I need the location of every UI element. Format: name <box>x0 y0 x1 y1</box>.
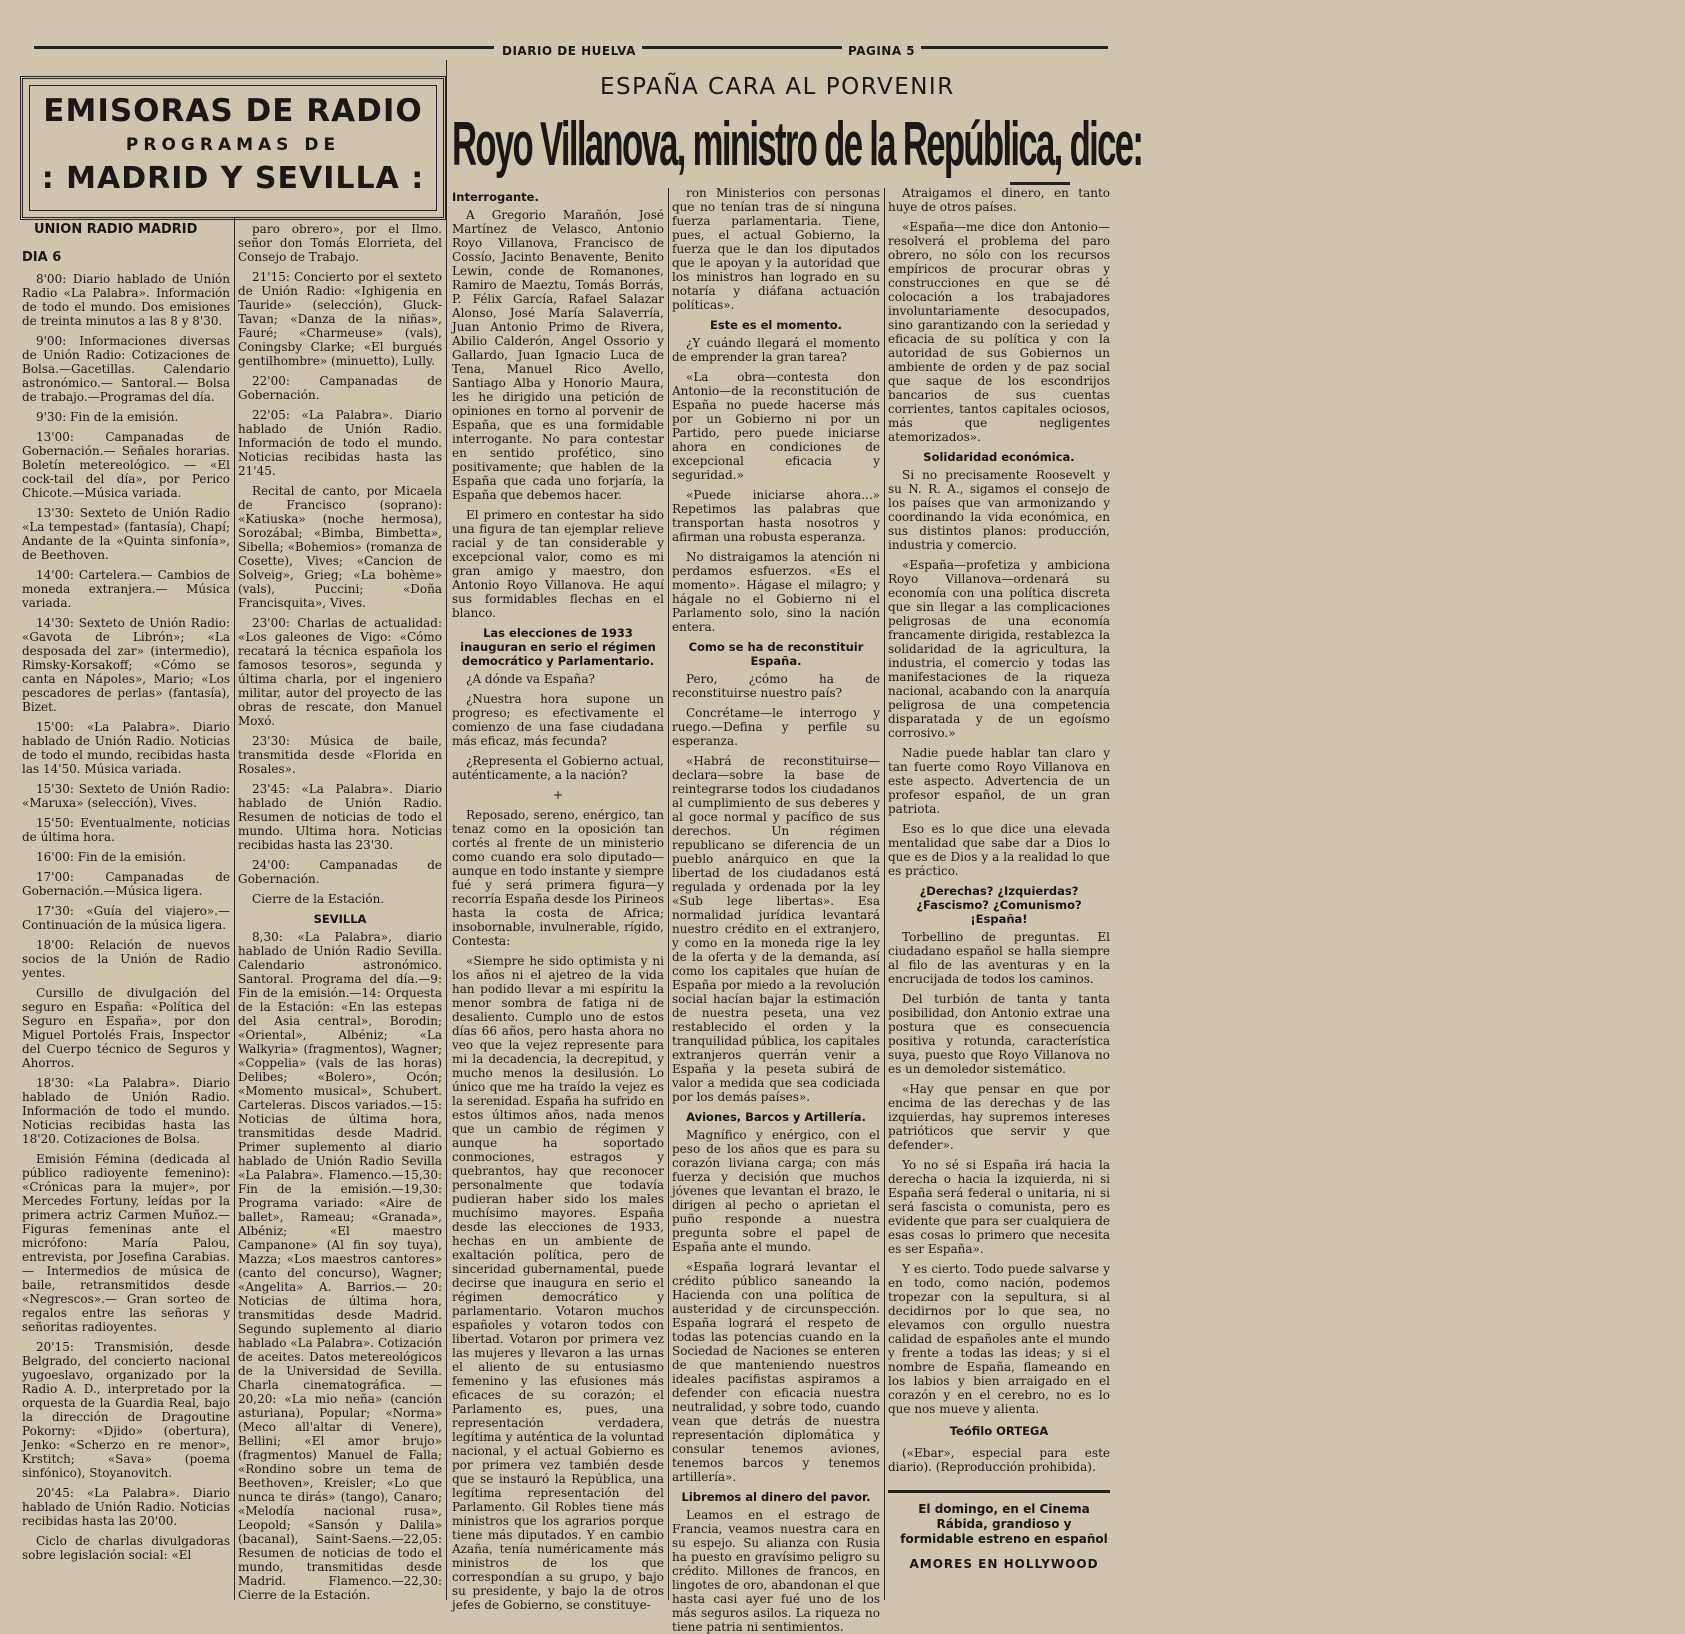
paragraph: 23'30: Música de baile, transmitida desde «Florida en Rosales». <box>238 734 442 776</box>
author-signature: Teófilo ORTEGA <box>949 1424 1049 1438</box>
paragraph: «España—profetiza y ambiciona Royo Villanova—ordenará su economía con una política discreta que sin llegar a las complicaciones peligrosas de una economía francamente dirigida, restablezca la solidaridad de la agricultura, la industria, el comercio y todas las manifestaciones de la riqueza nacional, acabando con la anarquía peligrosa de una competencia disparatada y de un egoísmo corrosivo.» <box>888 558 1110 740</box>
headline-text: Royo Villanova, ministro de la República, dice: <box>452 110 1143 179</box>
paragraph: «Puede iniciarse ahora...» Repetimos las palabras que transportan hasta nosotros y afirman una robusta esperanza. <box>672 488 880 544</box>
paragraph: 18'30: «La Palabra». Diario hablado de Unión Radio. Información de todo el mundo. Noticias recibidas hasta las 18'20. Cotizaciones de Bolsa. <box>22 1076 230 1146</box>
paragraph: Magnífico y enérgico, con el peso de los años que es para su corazón liviana carga; con más fuerza y decisión que muchos jóvenes que levantan el brazo, le dirigen al pecho o aprietan el puño responde a nuestra pregunta sobre el papel de España ante el mundo. <box>672 1128 880 1254</box>
section-heading: Libremos al dinero del pavor. <box>681 1490 871 1504</box>
paragraph: Recital de canto, por Micaela de Francisco (soprano): «Katiuska» (noche hermosa), Sorozábal; «Bimba, Bimbetta», Sibella; «Bohemios» (romanza de Cosette), Vives; «Cancion de Solveig», Grieg; «La bohème» (vals), Puccini; «Doña Francisquita», Vives. <box>238 484 442 610</box>
paragraph: «España—me dice don Antonio—resolverá el problema del paro obrero, no sólo con los recursos empíricos de procurar obras y construcciones en que se dé colocación a los trabajadores involuntariamente desocupados, sino garantizando con la seriedad y eficacia de su política y con la autoridad de sus Gobiernos un ambiente de orden y de paz social que saque de los escondrijos bancarios de sus cuentas corrientes, tantos capitales ociosos, más que negligentes atemorizados». <box>888 220 1110 444</box>
paragraph: «Hay que pensar en que por encima de las derechas y de las izquierdas, hay supremos intereses patrióticos que servir y que defender». <box>888 1082 1110 1152</box>
paragraph: ron Ministerios con personas que no tenían tras de sí ninguna fuerza parlamentaria. Tiene, pues, el actual Gobierno, la fuerza que le dan los diputados que le apoyan y la autoridad que los ministros han logrado en su notaría y diáfana actuación políticas». <box>672 186 880 312</box>
column-rule <box>668 188 669 1600</box>
paragraph: Yo no sé si España irá hacia la derecha o hacia la izquierda, ni si España será federal o unitaria, ni si será fascista o comunista, pero es evidente que para ser cualquiera de esas cosas lo primero que necesita es ser España». <box>888 1158 1110 1256</box>
headline-rule <box>1010 182 1070 185</box>
radio-programs-box <box>20 76 446 220</box>
article-text <box>452 672 664 1612</box>
paragraph: 9'30: Fin de la emisión. <box>36 410 179 424</box>
paragraph: ¿A dónde va España? <box>466 672 595 686</box>
paragraph: 15'00: «La Palabra». Diario hablado de Unión Radio. Noticias de todo el mundo, recibidas hasta las 14'50. Música variada. <box>22 720 230 776</box>
article-column-2 <box>672 186 880 1634</box>
paragraph: A Gregorio Marañón, José Martínez de Velasco, Antonio Royo Villanova, Francisco de Cossío, Jacinto Benavente, Benito Lewin, conde de Romanones, Ramiro de Maeztu, Tomás Borrás, P. Félix García, Rafael Salazar Alonso, José María Salaverría, Juan Antonio Primo de Rivera, Abilio Calderón, Angel Ossorio y Gallardo, Juan Ignacio Luca de Tena, Manuel Rico Avello, Santiago Alba y Honorio Maura, les he dirigido una petición de opiniones en torno al porvenir de España, que es una formidable interrogante. No para contestar en sentido profético, sino positivamente; que hablen de la España que cada uno forjaría, la España que debemos hacer. <box>452 208 664 502</box>
paragraph: Torbellino de preguntas. El ciudadano español se halla siempre al filo de las aventuras y en la encrucijada de todos los caminos. <box>888 930 1110 986</box>
radio-box-title: EMISORAS DE RADIO <box>43 93 423 129</box>
paragraph: 16'00: Fin de la emisión. <box>36 850 186 864</box>
article-text <box>672 186 880 312</box>
paragraph: «La obra—contesta don Antonio—de la reconstitución de España no puede hacerse más por un Gobierno ni por un Partido, pero puede iniciarse ahora en condiciones de excepcional eficacia y seguridad.» <box>672 370 880 482</box>
newspaper-name: DIARIO DE HUELVA <box>496 44 642 58</box>
paragraph: paro obrero», por el Ilmo. señor don Tomás Elorrieta, del Consejo de Trabajo. <box>238 222 442 264</box>
paragraph: Y es cierto. Todo puede salvarse y en todo, como nación, podemos tropezar con la sepultura, si al decidirnos por lo que sea, no elevamos con orgullo nuestra calidad de españoles ante el mundo y frente a todas las ideas; y si el nombre de España, flameando en los labios y bien arraigado en el corazón y en el cerebro, no es lo que nos mueve y alienta. <box>888 1262 1110 1416</box>
paragraph: Nadie puede hablar tan claro y tan fuerte como Royo Villanova en este aspecto. Advertencia de un profesor español, de un gran patriota. <box>888 746 1110 816</box>
page-number: PAGINA 5 <box>842 44 921 58</box>
paragraph: Cierre de la Estación. <box>252 892 385 906</box>
section-heading: Como se ha de reconstituir España. <box>688 640 864 668</box>
header-rule-middle <box>612 46 842 49</box>
paragraph: 20'45: «La Palabra». Diario hablado de Unión Radio. Noticias recibidas hasta las 20'00. <box>22 1486 230 1528</box>
paragraph: 23'45: «La Palabra». Diario hablado de Unión Radio. Resumen de noticias de todo el mundo. Ultima hora. Noticias recibidas hasta las 23'30. <box>238 782 442 852</box>
madrid-program-continued <box>238 222 442 906</box>
section-heading: Solidaridad económica. <box>923 450 1075 464</box>
paragraph: «España logrará levantar el crédito público saneando la Hacienda con una política de austeridad y de circunspección. España logrará el respeto de todas las potencias cuando en la Sociedad de Naciones se enteren de que manteniendo nuestros ideales pacifistas aspiramos a defender con eficacia nuestra neutralidad, y sobre todo, cuando vean que detrás de nuestra representación diplomática y consular tenemos aviones, tenemos barcos y tenemos artillería». <box>672 1260 880 1484</box>
article-kicker: ESPAÑA CARA AL PORVENIR <box>600 74 955 100</box>
paragraph: «Habrá de reconstituirse—declara—sobre la base de reintegrarse todos los ciudadanos al cumplimiento de sus deberes y al goce normal y pacífico de sus derechos. Un régimen republicano se diferencia de un pueblo anárquico en que la libertad de los ciudadanos está regulada y ordenada por la ley «Sub lege libertas». Esa normalidad jurídica levantará nuestro crédito en el extranjero, y como en la moneda rige la ley de la oferta y de la demanda, así como los capitales que huían de España por miedo a la revolución social hacían bajar la estimación de nuestra peseta, una vez restablecido el orden y la tranquilidad pública, los capitales extranjeros querrán venir a España y la peseta subirá de valor a medida que sea codiciada por los demás países». <box>672 754 880 1104</box>
radio-box-cities: : MADRID Y SEVILLA : <box>41 161 425 196</box>
article-text <box>672 1128 880 1484</box>
day-label: DIA 6 <box>22 250 62 265</box>
paragraph: Eso es lo que dice una elevada mentalidad que sabe dar a Dios lo que es de Dios y a la realidad lo que es práctico. <box>888 822 1110 878</box>
article-text <box>672 1508 880 1634</box>
paragraph: 15'50: Eventualmente, noticias de última hora. <box>22 816 230 844</box>
section-heading: Este es el momento. <box>709 318 842 332</box>
promo-film-title: AMORES EN HOLLYWOOD <box>909 1557 1099 1571</box>
credit-line: («Ebar», especial para este diario). (Reproducción prohibida). <box>888 1446 1110 1474</box>
paragraph: No distraigamos la atención ni perdamos esfuerzos. «Es el momento». Hágase el milagro; y hágale no el Gobierno ni el Parlamento solo, sino la nación entera. <box>672 550 880 634</box>
paragraph: El primero en contestar ha sido una figura de tan ejemplar relieve racial y de tan considerable y excepcional valor, como es mi gran amigo y maestro, don Antonio Royo Villanova. He aquí sus formidables flechas en el blanco. <box>452 508 664 620</box>
paragraph: 15'30: Sexteto de Unión Radio: «Maruxa» (selección), Vives. <box>22 782 230 810</box>
cinema-promo <box>898 1502 1110 1572</box>
radio-box-subtitle: PROGRAMAS DE <box>125 135 341 155</box>
paragraph: Reposado, sereno, enérgico, tan tenaz como en la oposición tan cortés al frente de un ministerio como cuando era solo diputado—aunque en todo instante y siempre fué y será primera figura—y recorría España desde los Pirineos hasta la costa de Africa; insobornable, invulnerable, rígido, Contesta: <box>452 808 664 948</box>
station-title: UNION RADIO MADRID <box>34 222 198 237</box>
header-rule-left <box>34 46 494 49</box>
article-column-3 <box>888 186 1110 1486</box>
promo-rule <box>888 1490 1110 1493</box>
paragraph: Emisión Fémina (dedicada al público radioyente femenino): «Crónicas para la mujer», por Mercedes Fortuny, leídas por la primera actriz Carmen Muñoz.—Figuras femeninas ante el micrófono: María Palou, entrevista, por Josefina Carabias.— Intermedios de música de baile, retransmitidos desde «Negrescos».— Gran sorteo de regalos entre las señoras y señoritas radioyentes. <box>22 1152 230 1334</box>
paragraph: 17'00: Campanadas de Gobernación.—Música ligera. <box>22 870 230 898</box>
paragraph: 14'30: Sexteto de Unión Radio: «Gavota de Librón»; «La desposada del zar» (intermedio), Rimsky-Korsakoff; «Cómo se canta en Nápoles», Mario; «Los pescadores de perlas» (fantasía), Bizet. <box>22 616 230 714</box>
paragraph: ¿Nuestra hora supone un progreso; es efectivamente el comienzo de una fase ciudadana más eficaz, más fecunda? <box>452 692 664 748</box>
section-heading: ¿Derechas? ¿Izquierdas? ¿Fascismo? ¿Comunismo? ¡España! <box>916 884 1082 926</box>
section-heading: Interrogante. <box>452 190 539 204</box>
header-rule-right <box>920 46 1108 49</box>
paragraph: 9'00: Informaciones diversas de Unión Radio: Cotizaciones de Bolsa.—Gacetillas. Calendario astronómico.— Santoral.— Bolsa de trabajo.—Programas del día. <box>22 334 230 404</box>
paragraph: 14'00: Cartelera.— Cambios de moneda extranjera.— Música variada. <box>22 568 230 610</box>
paragraph: Leamos en el estrago de Francia, veamos nuestra cara en su espejo. Su alianza con Rusia ha puesto en gravísimo peligro su crédito. Millones de francos, en lingotes de oro, abandonan el que hasta casi ayer fué uno de los más seguros asilos. La riqueza no tiene patria ni sentimientos. <box>672 1508 880 1634</box>
sevilla-heading: SEVILLA <box>313 912 367 926</box>
paragraph: 24'00: Campanadas de Gobernación. <box>238 858 442 886</box>
paragraph: 8,30: «La Palabra», diario hablado de Unión Radio Sevilla. Calendario astronómico. Santoral. Programa del día.—9: Fin de la emisión.—14: Orquesta de la Estación: «En las estepas del Asia central», Borodin; «Oriental», Albéniz; «La Walkyria» (fragmentos), Wagner; «Coppelia» (vals de las horas) Delibes; «Bolero», Ocón; «Momento musical», Schubert. Carteleras. Discos variados.—15: Noticias de última hora, transmitidas desde Madrid. Primer suplemento al diario hablado de Unión Radio Sevilla «La Palabra». Flamenco.—15,30: Fin de la emisión.—19,30: Programa variado: «Aire de ballet», Rameau; «Granada», Albéniz; «El maestro Campanone» (Al fin soy tuya), Mazza; «Los maestros cantores» (canto del concurso), Wagner; «Angelita» A. Barrios.— 20: Noticias de última hora, transmitidas desde Madrid. Segundo suplemento al diario hablado «La Palabra». Cotización de aceites. Datos metereológicos de la Universidad de Sevilla. Charla cinematográfica. — 20,20: «La mio neña» (canción asturiana), Popular; «Norma» (Meco all'altar di Venere), Bellini; «El amor brujo» (fragmentos) Manuel de Falla; «Rondino sobre un tema de Beethoven», Kreisler; «Lo que nunca te dirás» (tango), Canaro; «Melodía nacional rusa», Leopold; «Sansón y Dalila» (bacanal), Saint-Saens.—22,05: Resumen de noticias de todo el mundo, transmitidas desde Madrid. Flamenco.—22,30: Cierre de la Estación. <box>238 930 442 1602</box>
section-heading: Aviones, Barcos y Artillería. <box>686 1110 866 1124</box>
radio-column-1 <box>22 272 230 1600</box>
article-text <box>888 930 1110 1416</box>
paragraph: 13'00: Campanadas de Gobernación.— Señales horarias. Boletín metereológico. — «El cock-tail del día», por Perico Chicote.—Música variada. <box>22 430 230 500</box>
promo-text: El domingo, en el Cinema Rábida, grandioso y formidable estreno en español <box>900 1502 1108 1546</box>
article-text <box>672 672 880 1104</box>
radio-column-2 <box>238 222 442 1600</box>
paragraph: ¿Y cuándo llegará el momento de emprender la gran tarea? <box>672 336 880 364</box>
article-text <box>672 336 880 634</box>
paragraph: «Siempre he sido optimista y ni los años ni el ajetreo de la vida han podido llevar a mi espíritu la menor sombra de fatiga ni de desaliento. Cumplo uno de estos días 66 años, pero hasta ahora no veo que la vejez represente para mi la decadencia, la decrepitud, y mucho menos la desilusión. Lo único que me ha traído la vejez es la serenidad. España ha sufrido en estos últimos años, nada menos que un cambio de régimen y aunque ha soportado conmociones, estragos y quebrantos, hay que reconocer personalmente que todavía pudieran haber sido los males muchísimo mayores. España desde las elecciones de 1933, hechas en un ambiente de exaltación política, pero de sinceridad gubernamental, puede decirse que inaugura en serio el régimen democrático y parlamentario. Votaron muchos españoles y votaron todos con libertad. Votaron por primera vez las mujeres y llevaron a las urnas el aliento de su entusiasmo femenino y las efusiones más eficaces de su corazón; el Parlamento es, pues, una representación verdadera, legítima y auténtica de la voluntad nacional, y el actual Gobierno es por primera vez también desde que se instauró la República, una legítima representación del Parlamento. Gil Robles tiene más ministros que los agrarios porque tiene más diputados. Y en cambio Azaña, tenía numéricamente más ministros de los que correspondían a su grupo, y bajo su presidente, y bajo la de otros jefes de Gobierno, se constituye- <box>452 954 664 1612</box>
column-rule <box>446 60 447 1600</box>
column-rule <box>884 188 885 1600</box>
article-text <box>452 208 664 620</box>
paragraph: ¿Representa el Gobierno actual, auténticamente, a la nación? <box>452 754 664 782</box>
paragraph: Pero, ¿cómo ha de reconstituirse nuestro país? <box>672 672 880 700</box>
paragraph: + <box>552 788 564 802</box>
article-text <box>888 468 1110 878</box>
paragraph: 13'30: Sexteto de Unión Radio «La tempestad» (fantasía), Chapí; Andante de la «Quinta sinfonía», de Beethoven. <box>22 506 230 562</box>
section-heading: Las elecciones de 1933 inauguran en serio el régimen democrático y Parlamentario. <box>460 626 656 668</box>
paragraph: Ciclo de charlas divulgadoras sobre legislación social: «El <box>22 1534 230 1562</box>
column-rule <box>234 218 235 1600</box>
paragraph: 23'00: Charlas de actualidad: «Los galeones de Vigo: «Cómo recatará la técnica española los famosos tesoros», segunda y última charla, por el ingeniero militar, autor del proyecto de las obras de rescate, don Manuel Moxó. <box>238 616 442 728</box>
paragraph: 18'00: Relación de nuevos socios de la Unión de Radio yentes. <box>22 938 230 980</box>
article-text <box>888 186 1110 444</box>
paragraph: Si no precisamente Roosevelt y su N. R. A., sigamos el consejo de los países que van armonizando y coordinando la vida económica, en sus distintos planos: producción, industria y comercio. <box>888 468 1110 552</box>
paragraph: 21'15: Concierto por el sexteto de Unión Radio: «Ighigenia en Tauride» (selección), Gluck-Tavan; «Danza de la niñas», Fauré; «Charmeuse» (vals), Coningsby Clarke; «El burgués gentilhombre» (minuetto), Lully. <box>238 270 442 368</box>
article-column-1 <box>452 186 664 1612</box>
paragraph: Atraigamos el dinero, en tanto huye de otros países. <box>888 186 1110 214</box>
paragraph: 22'00: Campanadas de Gobernación. <box>238 374 442 402</box>
paragraph: 22'05: «La Palabra». Diario hablado de Unión Radio. Información de todo el mundo. Noticias recibidas hasta las 21'45. <box>238 408 442 478</box>
paragraph: Del turbión de tanta y tanta posibilidad, don Antonio extrae una postura que es consecuencia positiva y rotunda, característica suya, puesto que Royo Villanova no es un demoledor sistemático. <box>888 992 1110 1076</box>
paragraph: 17'30: «Guía del viajero».— Continuación de la música ligera. <box>22 904 230 932</box>
paragraph: Cursillo de divulgación del seguro en España: «Política del Seguro en España», por don Miguel Portolés Frais, Inspector del Cuerpo técnico de Seguros y Ahorros. <box>22 986 230 1070</box>
paragraph: 20'15: Transmisión, desde Belgrado, del concierto nacional yugoeslavo, organizado por la Radio A. D., interpretado por la orquesta de la Guardia Real, bajo la dirección de Dragoutine Pokorny: «Djido» (obertura), Jenko: «Scherzo en re menor», Krstitch; «Sava» (poema sinfónico), Stoyanovitch. <box>22 1340 230 1480</box>
paragraph: Concrétame—le interrogo y ruego.—Defina y perfile su esperanza. <box>672 706 880 748</box>
article-headline <box>452 108 1143 184</box>
paragraph: 8'00: Diario hablado de Unión Radio «La Palabra». Información de todo el mundo. Dos emisiones de treinta minutos a las 8 y 8'30. <box>22 272 230 328</box>
sevilla-program <box>238 930 442 1602</box>
